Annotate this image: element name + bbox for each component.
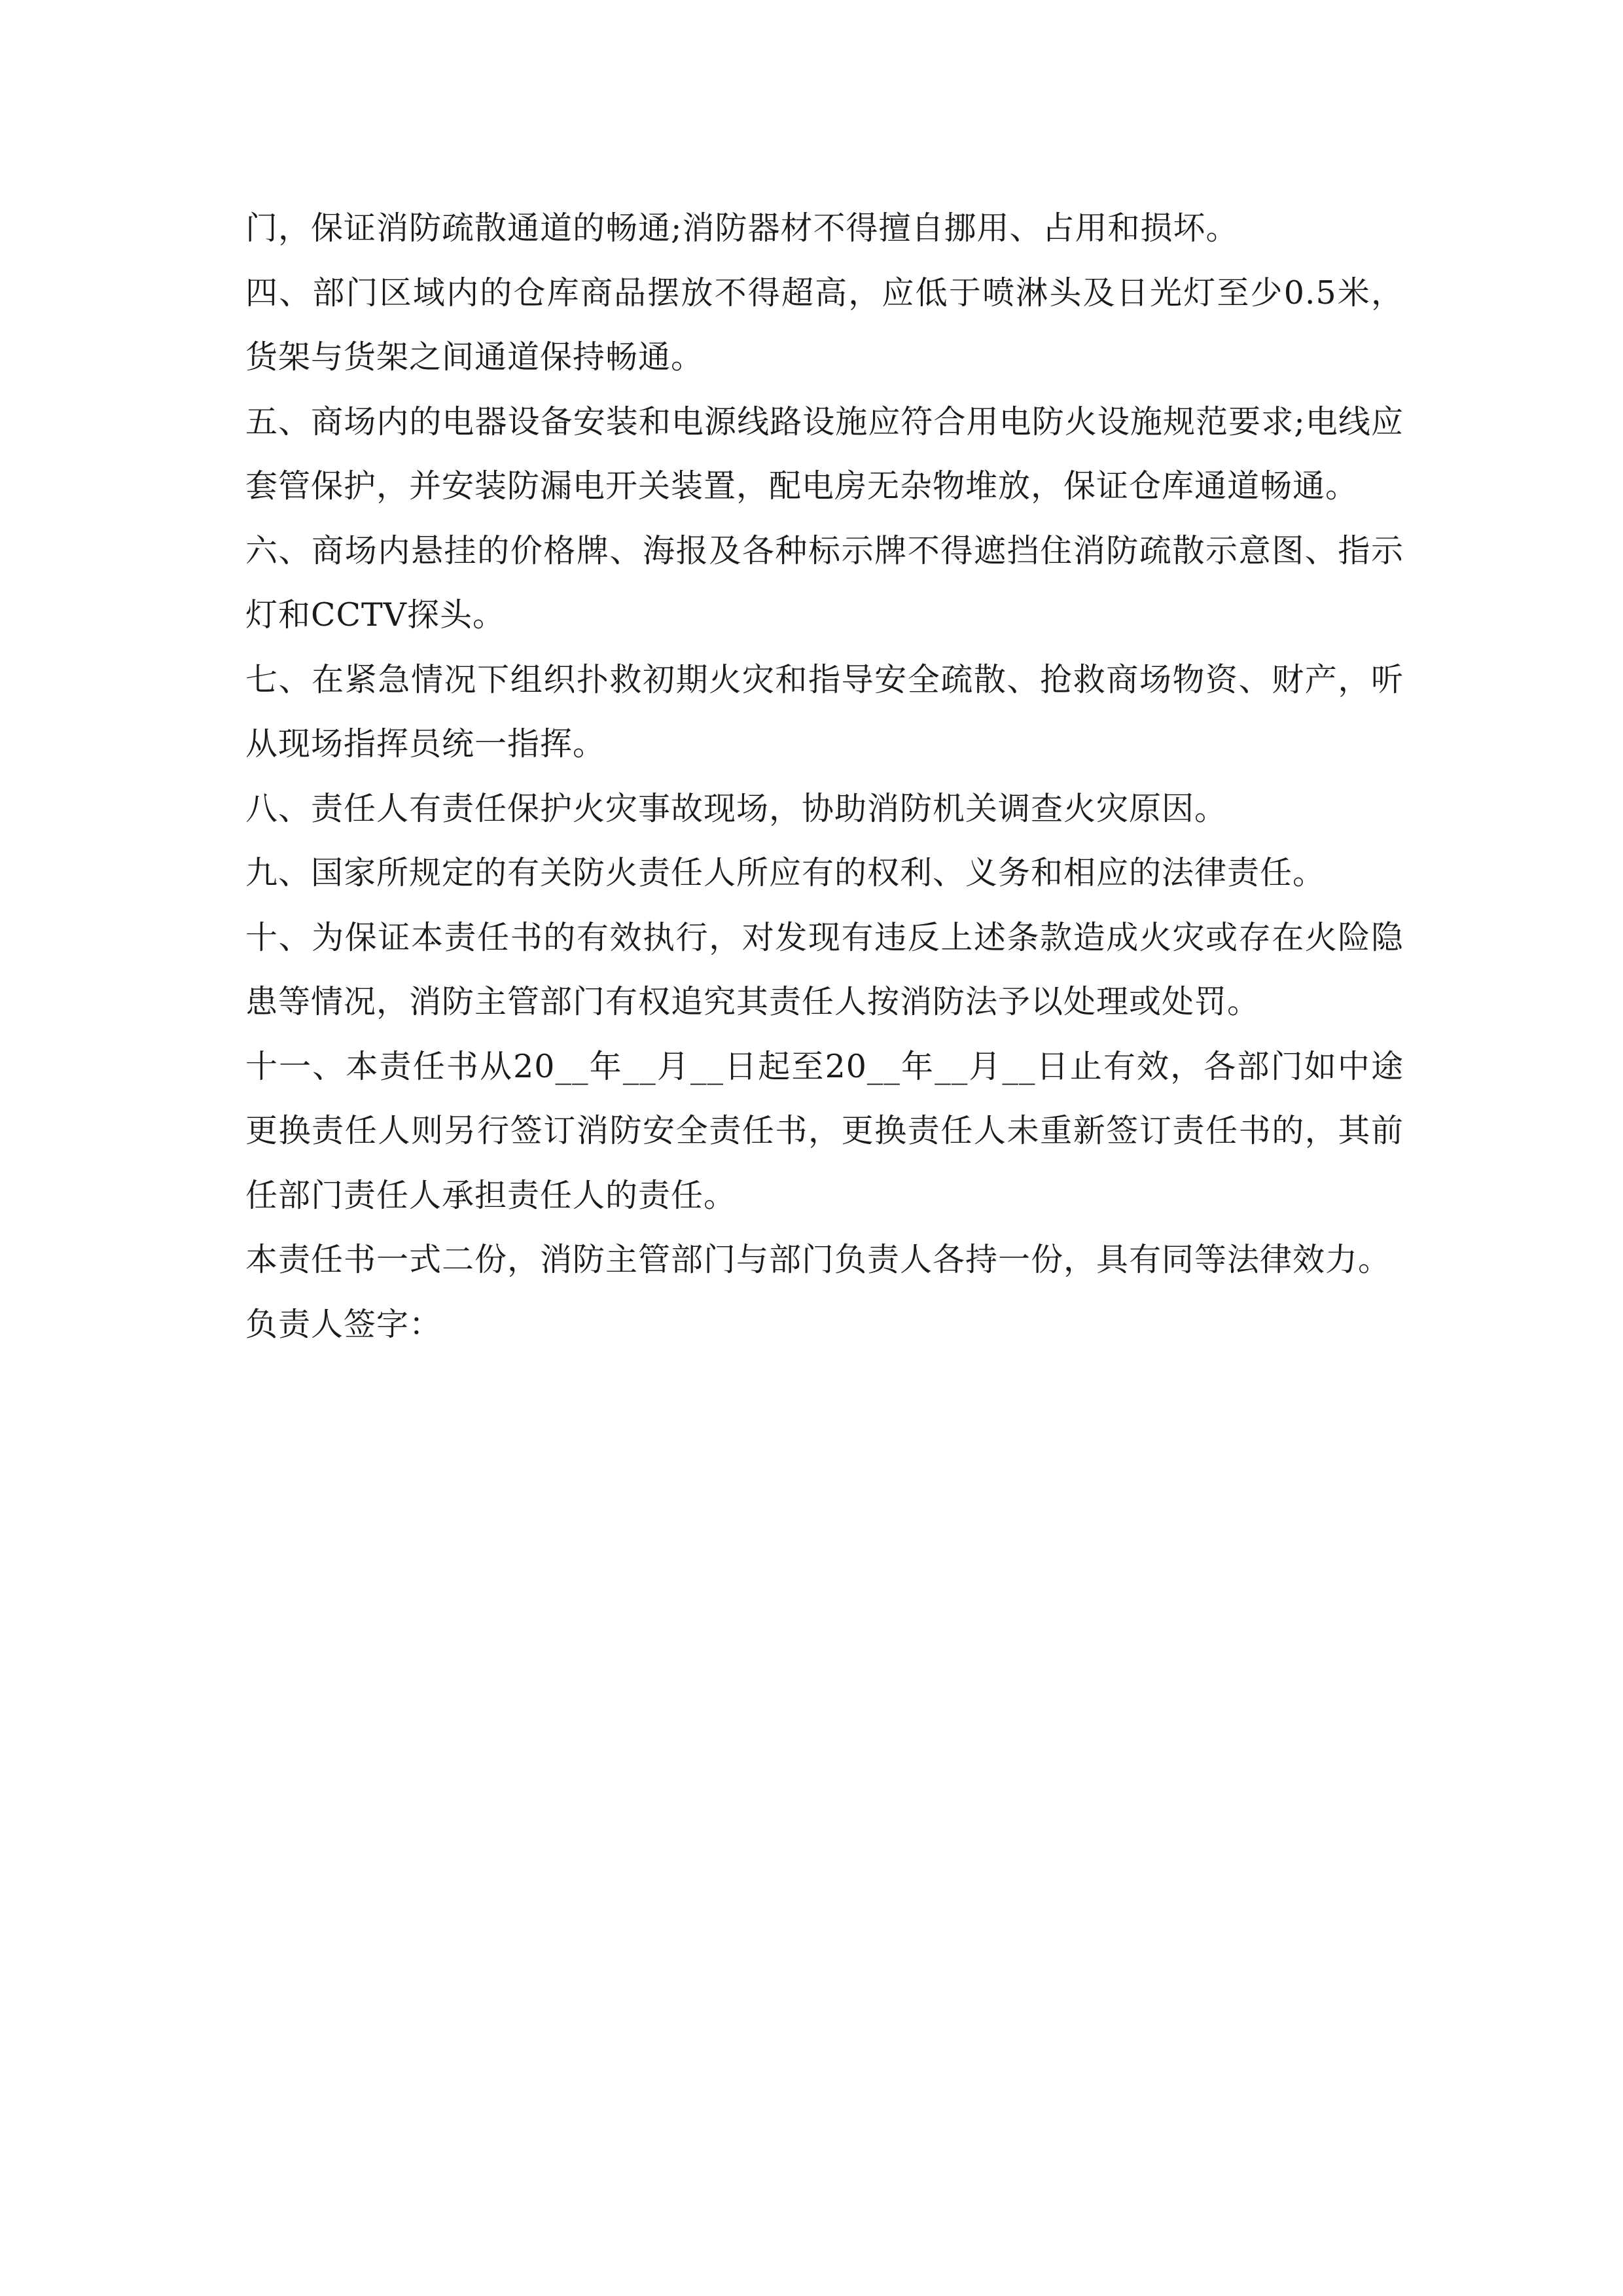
paragraph-copies-statement: 本责任书一式二份，消防主管部门与部门负责人各持一份，具有同等法律效力。	[245, 1241, 1391, 1278]
signature-line: 负责人签字：	[245, 1305, 442, 1343]
paragraph-clause-7: 七、在紧急情况下组织扑救初期火灾和指导安全疏散、抢救商场物资、财产，听从现场指挥员统一指挥。	[245, 660, 1404, 762]
paragraph-clause-8: 八、责任人有责任保护火灾事故现场，协助消防机关调查火灾原因。	[245, 789, 1228, 827]
paragraph-continuation: 门，保证消防疏散通道的畅通;消防器材不得擅自挪用、占用和损坏。	[245, 209, 1239, 247]
paragraph-clause-4: 四、部门区域内的仓库商品摆放不得超高，应低于喷淋头及日光灯至少0.5米，货架与货架之间通道保持畅通。	[245, 274, 1404, 376]
paragraph-clause-5: 五、商场内的电器设备安装和电源线路设施应符合用电防火设施规范要求;电线应套管保护，并安装防漏电开关装置，配电房无杂物堆放，保证仓库通道畅通。	[245, 403, 1404, 505]
paragraph-clause-11: 十一、本责任书从20__年__月__日起至20__年__月__日止有效，各部门如中途更换责任人则另行签订消防安全责任书，更换责任人未重新签订责任书的，其前任部门责任人承担责任人的责任。	[245, 1047, 1404, 1214]
paragraph-clause-9: 九、国家所规定的有关防火责任人所应有的权利、义务和相应的法律责任。	[245, 854, 1326, 891]
paragraph-clause-10: 十、为保证本责任书的有效执行，对发现有违反上述条款造成火灾或存在火险隐患等情况，消防主管部门有权追究其责任人按消防法予以处理或处罚。	[245, 918, 1404, 1020]
paragraph-clause-6: 六、商场内悬挂的价格牌、海报及各种标示牌不得遮挡住消防疏散示意图、指示灯和CCTV探头。	[245, 531, 1404, 634]
document-body	[245, 196, 1404, 1357]
